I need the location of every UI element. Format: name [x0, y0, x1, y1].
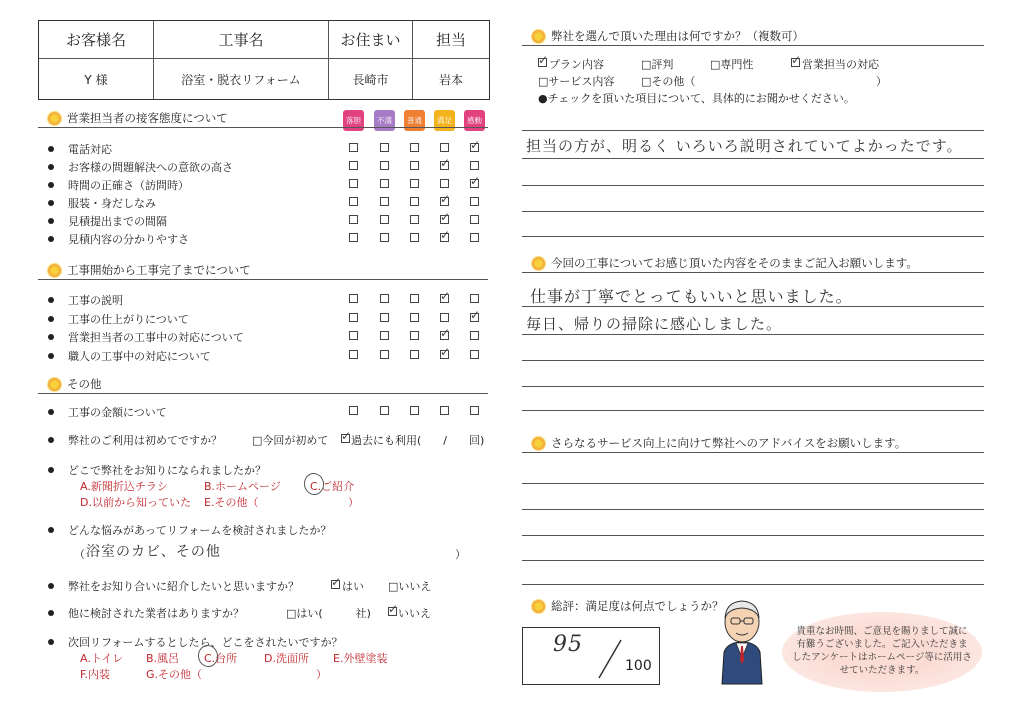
check-mark: ✓: [440, 344, 451, 359]
rating-checkbox[interactable]: [410, 294, 419, 303]
first-use-option-past[interactable]: 過去にも利用( / 回): [351, 434, 485, 447]
section-divider: [38, 279, 488, 280]
score-max: 100: [625, 658, 652, 674]
rating-checkbox[interactable]: [349, 406, 358, 415]
rating-checkbox[interactable]: [349, 161, 358, 170]
flower-icon: [532, 600, 545, 613]
source-option-d[interactable]: D.以前から知っていた: [80, 496, 191, 509]
rating-checkbox[interactable]: [349, 215, 358, 224]
rating-checkbox[interactable]: [440, 406, 449, 415]
bullet: [48, 334, 54, 340]
bullet: [48, 200, 54, 206]
trouble-question: どんな悩みがあってリフォームを検討されましたか？: [68, 524, 332, 537]
rating-checkbox[interactable]: [380, 350, 389, 359]
trouble-answer[interactable]: 浴室のカビ、その他: [86, 544, 221, 560]
rating-badge: 不満: [374, 110, 395, 131]
flower-icon: [532, 437, 545, 450]
writing-line: [522, 386, 984, 387]
check-mark: ✓: [470, 138, 481, 152]
rating-badge: 満足: [434, 110, 455, 131]
rating-badge: 感動: [464, 110, 485, 131]
score-question: 総評：満足度は何点でしょうか？: [551, 599, 724, 613]
staff-illustration: [712, 596, 772, 688]
reason-review[interactable]: □評判: [641, 58, 674, 71]
section-divider: [522, 452, 984, 453]
rating-checkbox[interactable]: [410, 179, 419, 188]
writing-line: [522, 211, 984, 212]
rating-checkbox[interactable]: [349, 331, 358, 340]
rating-checkbox[interactable]: [410, 197, 419, 206]
rating-checkbox[interactable]: [380, 294, 389, 303]
rating-checkbox[interactable]: [410, 350, 419, 359]
check-mark: ✓: [440, 289, 451, 303]
rating-checkbox[interactable]: [349, 294, 358, 303]
trouble-open-paren: （: [74, 548, 85, 561]
rating-checkbox[interactable]: [349, 313, 358, 322]
price-label: 工事の金額について: [68, 406, 167, 419]
next-reform-question: 次回リフォームするとしたら、どこをされたいですか？: [68, 636, 343, 649]
check-mark: ✓: [470, 174, 481, 188]
rating-checkbox[interactable]: [380, 143, 389, 152]
writing-line: [522, 410, 984, 411]
question-label: お客様の問題解決への意欲の高さ: [68, 161, 233, 174]
question-label: 営業担当者の工事中の対応について: [68, 331, 244, 344]
next-option-a[interactable]: A.トイレ: [80, 652, 124, 665]
question-label: 電話対応: [68, 143, 112, 156]
staff-name: 岩本: [438, 72, 463, 87]
bullet: [48, 353, 54, 359]
rating-checkbox[interactable]: [380, 215, 389, 224]
rating-checkbox[interactable]: [440, 313, 449, 322]
writing-line: [522, 334, 984, 335]
rating-checkbox[interactable]: [349, 350, 358, 359]
check-mark: ✓: [440, 192, 451, 206]
thanks-bubble: [782, 612, 982, 692]
work-name: 浴室・脱衣リフォーム: [154, 59, 329, 99]
rating-checkbox[interactable]: [349, 179, 358, 188]
writing-line: [522, 360, 984, 361]
trouble-close-paren: ）: [455, 548, 466, 561]
question-label: 見積内容の分かりやすさ: [68, 233, 189, 246]
source-option-b[interactable]: B.ホームページ: [204, 480, 281, 493]
check-mark: ✓: [440, 228, 451, 242]
rating-checkbox[interactable]: [380, 313, 389, 322]
bullet: [48, 409, 54, 415]
writing-line: [522, 185, 984, 186]
check-mark: ✓: [440, 156, 451, 170]
score-title: [532, 598, 724, 614]
section-divider: [522, 272, 984, 273]
writing-line: [522, 535, 984, 536]
rating-checkbox[interactable]: [440, 179, 449, 188]
customer-name: Y 様: [39, 59, 154, 99]
reason-other-close: ）: [876, 75, 887, 88]
source-option-a[interactable]: A.新聞折込チラシ: [80, 480, 168, 493]
next-option-c[interactable]: C.台所: [204, 652, 238, 665]
next-option-d[interactable]: D.洗面所: [264, 652, 309, 665]
rating-checkbox[interactable]: [410, 143, 419, 152]
reason-answer[interactable]: 担当の方が、明るく いろいろ説明されていてよかったです。: [526, 137, 963, 155]
rating-checkbox[interactable]: [440, 143, 449, 152]
next-option-e[interactable]: E.外壁塗装: [333, 652, 388, 665]
impression-title: [532, 255, 918, 271]
reason-plan[interactable]: プラン内容: [549, 58, 604, 71]
other-vendor-no[interactable]: いいえ: [398, 607, 431, 620]
section3-title-text: その他: [67, 377, 102, 391]
slash-mark: [595, 638, 625, 680]
advice-question: さらなるサービス向上に向けて弊社へのアドバイスをお願いします。: [551, 436, 907, 450]
bullet: [48, 467, 54, 473]
check-mark: ✓: [440, 326, 451, 340]
section-divider: [38, 127, 488, 128]
source-option-e[interactable]: E.その他（: [204, 496, 259, 509]
section1-title: [48, 110, 228, 126]
rating-checkbox[interactable]: [410, 161, 419, 170]
section-divider: [522, 45, 984, 46]
next-option-b[interactable]: B.風呂: [146, 652, 180, 665]
rating-checkbox[interactable]: [470, 331, 479, 340]
reason-note: ●チェックを頂いた項目について、具体的にお聞かせください。: [538, 92, 855, 105]
bullet: [48, 583, 54, 589]
impression-question: 今回の工事についてお感じ頂いた内容をそのままご記入お願いします。: [551, 256, 918, 270]
writing-line: [522, 130, 984, 131]
check-mark: ✓: [791, 53, 802, 67]
section3-title: [48, 376, 102, 392]
bullet: [48, 297, 54, 303]
rating-checkbox[interactable]: [470, 161, 479, 170]
flower-icon: [48, 112, 61, 125]
rating-checkbox[interactable]: [349, 197, 358, 206]
bullet: [48, 146, 54, 152]
reason-service[interactable]: □サービス内容: [538, 75, 615, 88]
thanks-text: 貴重なお時間、ご意見を賜りまして誠に有難うございました。ご記入いただきましたアンケートはホームページ等に活用させていただきます。: [792, 626, 972, 676]
check-mark: ✓: [331, 575, 342, 589]
writing-line: [522, 584, 984, 585]
section2-title-text: 工事開始から工事完了までについて: [67, 263, 251, 277]
rating-checkbox[interactable]: [470, 294, 479, 303]
check-mark: ✓: [440, 210, 451, 224]
rating-checkbox[interactable]: [470, 215, 479, 224]
writing-line: [522, 483, 984, 484]
rating-checkbox[interactable]: [349, 143, 358, 152]
reason-expert[interactable]: □専門性: [710, 58, 754, 71]
rating-checkbox[interactable]: [380, 179, 389, 188]
introduce-question: 弊社をお知り合いに紹介したいと思いますか？: [68, 580, 299, 593]
rating-badge: 普通: [404, 110, 425, 131]
rating-checkbox[interactable]: [410, 313, 419, 322]
customer-header: お客様名: [39, 21, 154, 59]
question-label: 工事の仕上がりについて: [68, 312, 189, 326]
flower-icon: [48, 264, 61, 277]
bullet: [48, 182, 54, 188]
bullet: [48, 639, 54, 645]
score-box[interactable]: [522, 627, 660, 685]
question-label: 服装・身だしなみ: [68, 197, 156, 210]
first-use-option-first[interactable]: □今回が初めて: [252, 434, 329, 447]
bullet: [48, 236, 54, 242]
bullet: [48, 316, 54, 322]
writing-line: [522, 560, 984, 561]
flower-icon: [532, 30, 545, 43]
next-option-f[interactable]: F.内装: [80, 668, 111, 681]
check-mark: ✓: [538, 53, 549, 67]
rating-checkbox[interactable]: [470, 197, 479, 206]
rating-checkbox[interactable]: [349, 233, 358, 242]
rating-checkbox[interactable]: [380, 406, 389, 415]
rating-badge: 落胆: [343, 110, 364, 131]
writing-line: [522, 158, 984, 159]
writing-line: [522, 236, 984, 237]
bullet: [48, 164, 54, 170]
rating-checkbox[interactable]: [470, 233, 479, 242]
writing-line: [522, 509, 984, 510]
next-option-g-close: ）: [316, 668, 327, 681]
advice-title: [532, 435, 906, 451]
section1-title-text: 営業担当者の接客態度について: [67, 111, 228, 125]
impression-line-2[interactable]: 毎日、帰りの掃除に感心しました。: [526, 315, 783, 333]
introduce-no[interactable]: □いいえ: [388, 580, 432, 593]
question-label: 時間の正確さ（訪問時）: [68, 179, 189, 192]
question-label: 見積提出までの間隔: [68, 215, 167, 228]
rating-checkbox[interactable]: [380, 233, 389, 242]
source-option-e-close: ）: [348, 496, 359, 509]
introduce-yes[interactable]: はい: [342, 580, 364, 593]
flower-icon: [532, 257, 545, 270]
rating-checkbox[interactable]: [410, 331, 419, 340]
question-label: 工事の説明: [68, 294, 123, 307]
bullet: [48, 437, 54, 443]
rating-checkbox[interactable]: [470, 350, 479, 359]
rating-checkbox[interactable]: [380, 197, 389, 206]
reason-sales[interactable]: 営業担当の対応: [802, 58, 879, 71]
bullet: [48, 218, 54, 224]
address-header: お住まい: [329, 21, 413, 59]
staff-header: 担当: [413, 21, 489, 59]
flower-icon: [48, 378, 61, 391]
rating-checkbox[interactable]: [380, 161, 389, 170]
check-mark: ✓: [470, 307, 481, 322]
source-option-c[interactable]: C.ご紹介: [310, 480, 355, 493]
check-mark: ✓: [341, 429, 352, 443]
source-question: どこで弊社をお知りになられましたか？: [68, 464, 266, 477]
section2-title: [48, 262, 251, 278]
check-mark: ✓: [388, 602, 399, 616]
reason-other[interactable]: □その他（: [641, 75, 696, 88]
other-vendor-question: 他に検討された業者はありますか？: [68, 607, 244, 620]
impression-line-1[interactable]: 仕事が丁寧でとってもいいと思いました。: [530, 287, 853, 306]
next-option-g[interactable]: G.その他（: [146, 668, 203, 681]
rating-checkbox[interactable]: [380, 331, 389, 340]
bullet: [48, 527, 54, 533]
reason-title: [532, 28, 804, 44]
customer-info-table: [38, 20, 490, 100]
work-header: 工事名: [154, 21, 329, 59]
address-value: 長崎市: [329, 59, 413, 99]
first-use-question: 弊社のご利用は初めてですか？: [68, 434, 222, 447]
bullet: [48, 610, 54, 616]
score-value: 95: [553, 632, 583, 657]
question-label: 職人の工事中の対応について: [68, 349, 211, 363]
rating-checkbox[interactable]: [410, 215, 419, 224]
rating-checkbox[interactable]: [410, 233, 419, 242]
reason-question: 弊社を選んで頂いた理由は何ですか？（複数可）: [551, 29, 804, 43]
section-divider: [38, 393, 488, 394]
rating-checkbox[interactable]: [470, 406, 479, 415]
other-vendor-yes[interactable]: □はい( 社): [286, 607, 371, 620]
rating-checkbox[interactable]: [410, 406, 419, 415]
